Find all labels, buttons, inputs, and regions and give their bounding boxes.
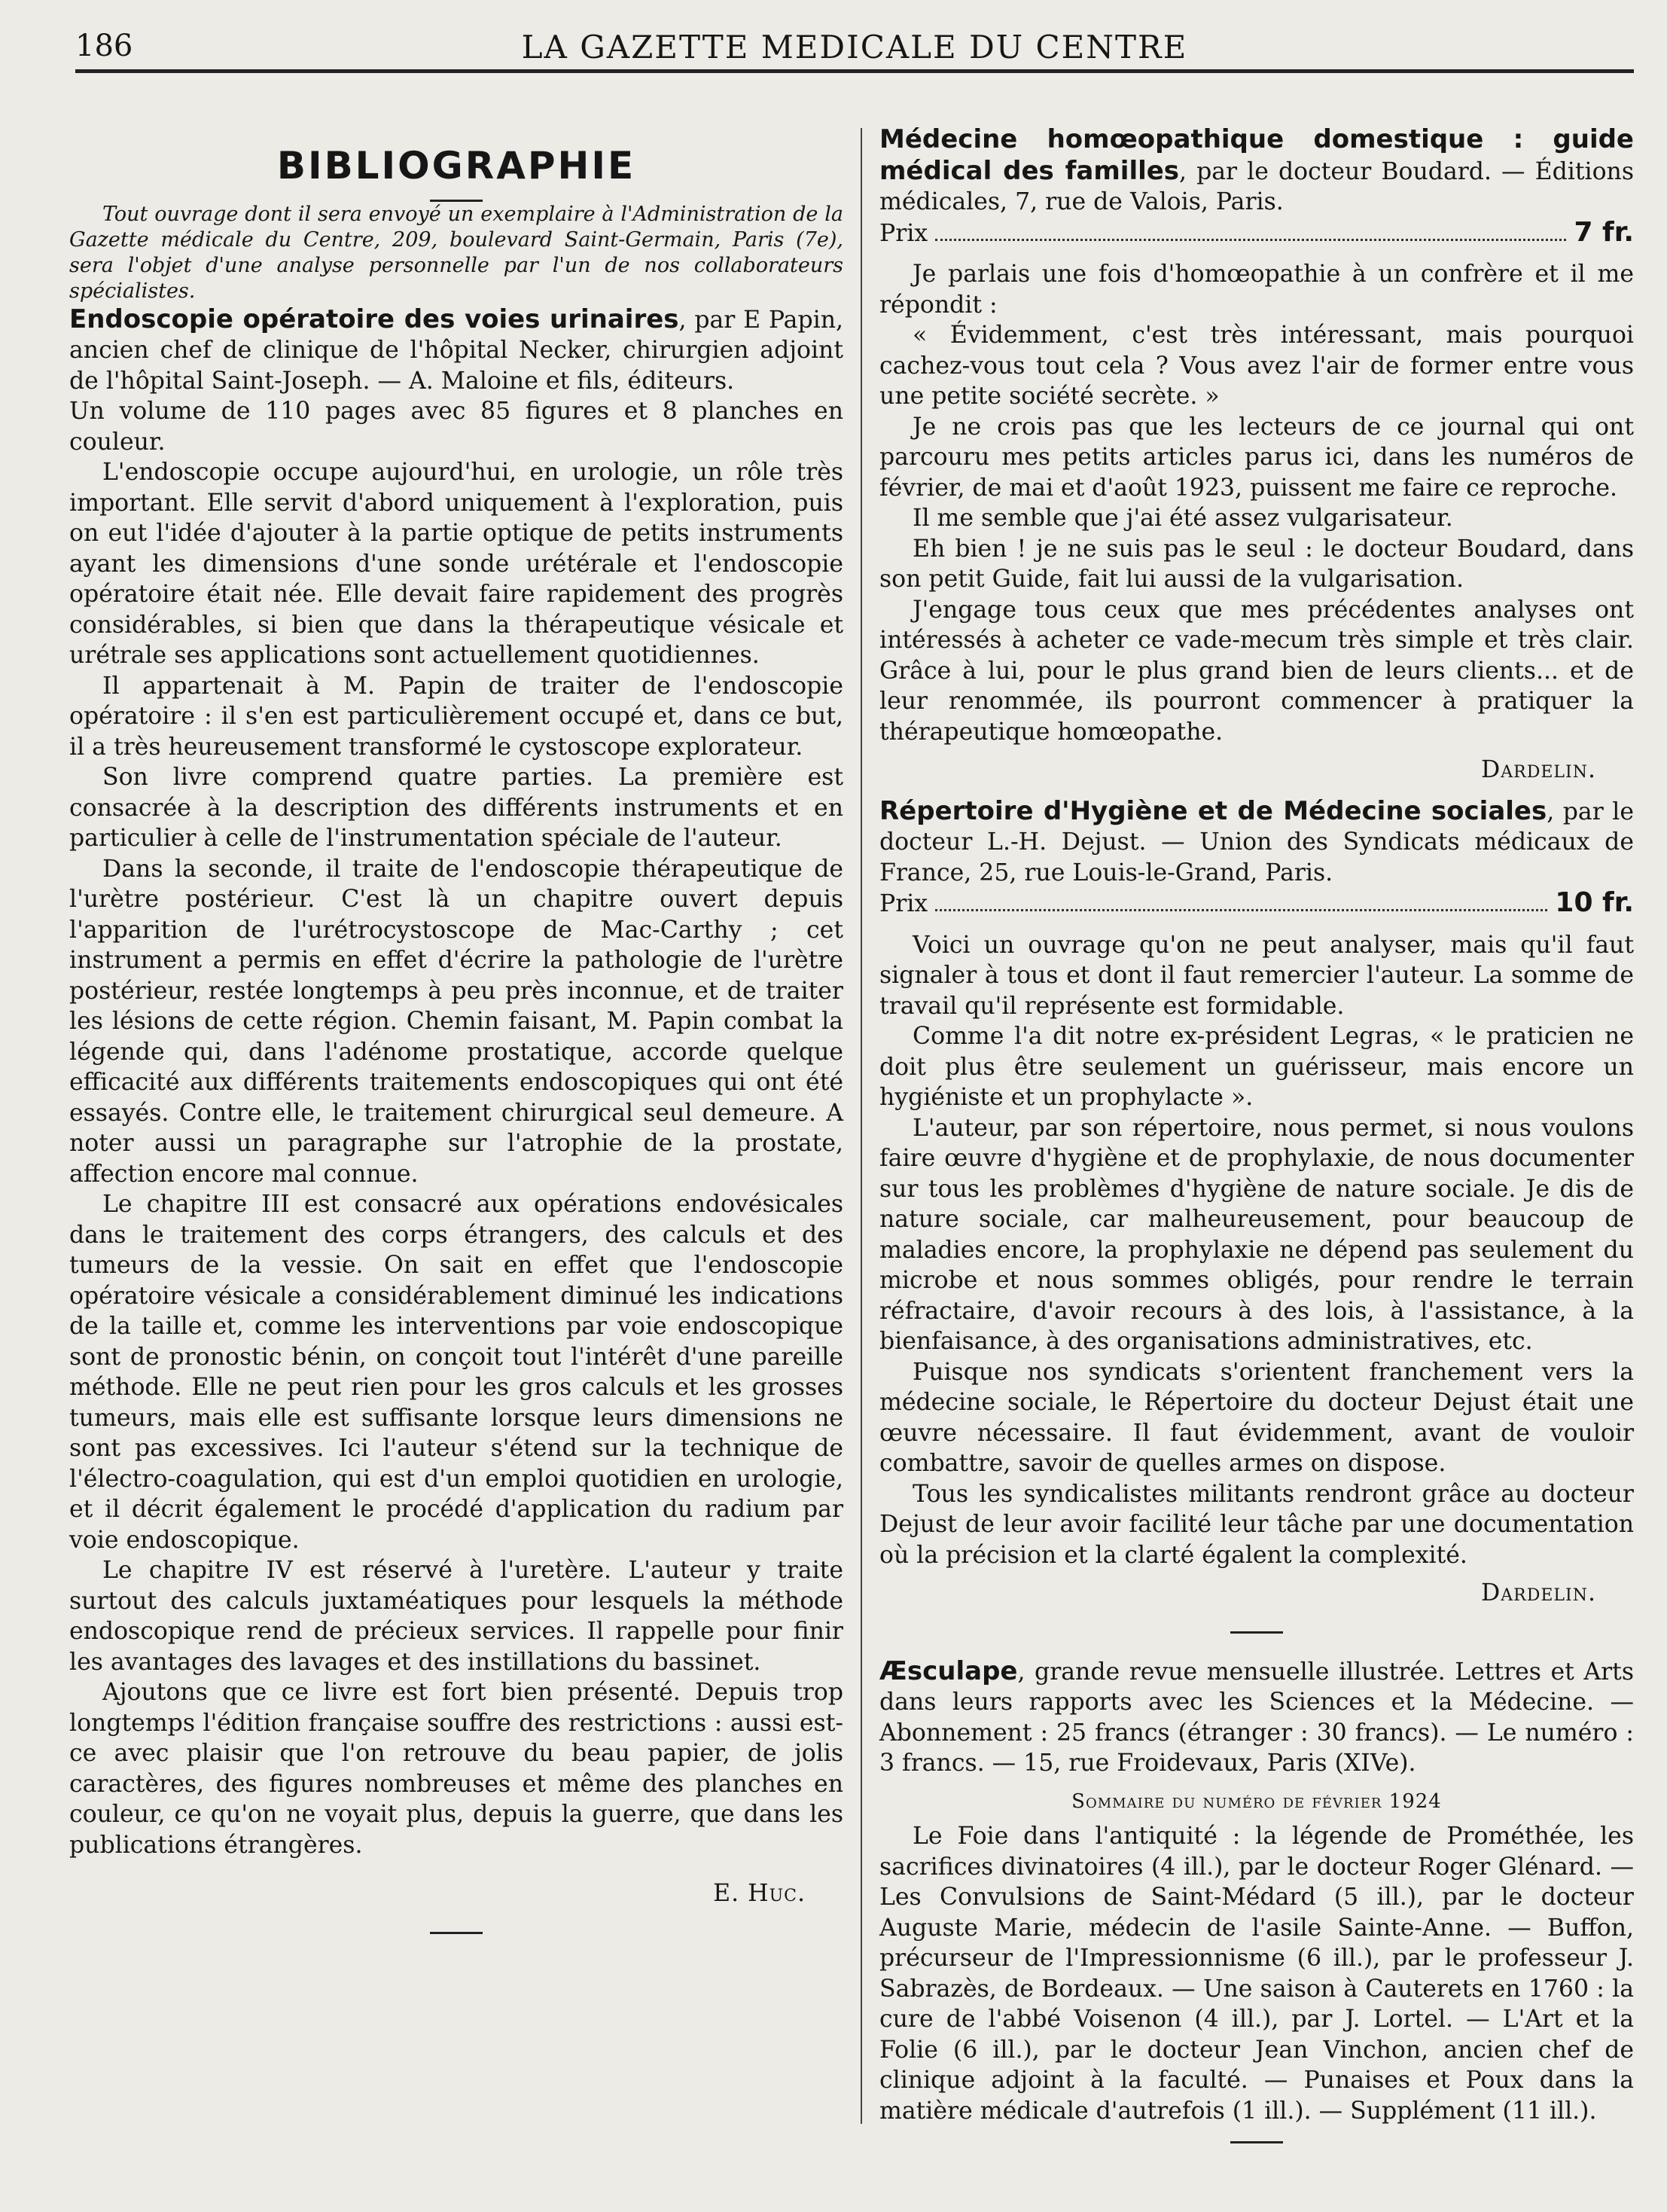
book-title: Médecine homœopathique domestique : guide médical des familles bbox=[879, 124, 1634, 186]
book-title: Répertoire d'Hygiène et de Médecine sociales bbox=[879, 795, 1547, 826]
review-paragraph: Je ne crois pas que les lecteurs de ce journal qui ont parcouru mes petits articles parus ici, dans les numéros de février, de mai et d'août 1923, puissent me faire ce reproche. bbox=[879, 413, 1634, 502]
page-header bbox=[75, 23, 1634, 75]
review-paragraph: L'endoscopie occupe aujourd'hui, en urologie, un rôle très important. Elle servit d'abord uniquement à l'exploration, puis on eut l'idée d'ajouter à la partie optique de petits instruments ayant les dimensions d'une sonde urétérale et l'endoscopie opératoire était née. Elle devait faire rapidement des progrès considérables, si bien que dans la thérapeutique vésicale et urétrale ses applications sont actuellement quotidiennes. bbox=[69, 459, 843, 669]
column-divider bbox=[861, 128, 862, 2124]
review-paragraph: Son livre comprend quatre parties. La première est consacrée à la description des différents instruments et en particulier à celle de l'instrumentation spéciale de l'auteur. bbox=[69, 764, 843, 852]
price-row bbox=[879, 888, 1634, 920]
review-paragraph: Comme l'a dit notre ex-président Legras, « le praticien ne doit plus être seulement un guérisseur, mais encore un hygiéniste et un prophylacte ». bbox=[879, 1023, 1634, 1111]
end-rule bbox=[430, 1932, 483, 1934]
review-paragraph: Eh bien ! je ne suis pas le seul : le docteur Boudard, dans son petit Guide, fait lui aussi de la vulgarisation. bbox=[879, 535, 1634, 593]
book-byline: , grande revue mensuelle illustrée. Lettres et Arts dans leurs rapports avec les Sciences et la Médecine. — Abonnement : 25 francs (étranger : 30 francs). — Le numéro : 3 francs. — 15, rue Froidevaux, Paris (XIVe). bbox=[879, 1658, 1634, 1777]
review-heading bbox=[879, 1656, 1634, 1779]
review-heading bbox=[879, 796, 1634, 889]
review-paragraph: Ajoutons que ce livre est fort bien présenté. Depuis trop longtemps l'édition française souffre des restrictions : aussi est-ce avec plaisir que l'on retrouve du beau papier, de jolis caractères, des figures nombreuses et même des planches en couleur, ce qu'on ne voyait plus, depuis la guerre, que dans les publications étrangères. bbox=[69, 1679, 843, 1859]
book-dimensions: Un volume de 110 pages avec 85 figures et 8 planches en couleur. bbox=[69, 398, 843, 456]
price-value: 10 fr. bbox=[1555, 887, 1634, 918]
review-repertoire bbox=[879, 796, 1634, 1634]
price-value: 7 fr. bbox=[1574, 216, 1634, 248]
review-paragraph: J'engage tous ceux que mes précédentes analyses ont intéressés à acheter ce vade-mecum très simple et très clair. Grâce à lui, pour le plus grand bien de leurs clients... et de leur renommée, ils pourront commencer à pratiquer la thérapeutique homœopathe. bbox=[879, 596, 1634, 746]
price-label: Prix bbox=[879, 219, 928, 247]
review-paragraph: Voici un ouvrage qu'on ne peut analyser, mais qu'il faut signaler à tous et dont il faut remercier l'auteur. La somme de travail qu'il représente est formidable. bbox=[879, 931, 1634, 1020]
review-paragraph: Dans la seconde, il traite de l'endoscopie thérapeutique de l'urètre postérieur. C'est là un chapitre ouvert depuis l'apparition de l'urétrocystoscope de Mac-Carthy ; cet instrument a permis en effet d'écrire la pathologie de l'urètre postérieur, restée longtemps à peu près inconnue, et de traiter les lésions de cette région. Chemin faisant, M. Papin combat la légende qui, dans l'adénome prostatique, accorde quelque efficacité aux différents traitements endoscopiques qui ont été essayés. Contre elle, le traitement chirurgical seul demeure. A noter aussi un paragraphe sur l'atrophie de la prostate, affection encore mal connue. bbox=[69, 855, 843, 1188]
review-heading bbox=[879, 124, 1634, 218]
review-paragraph: « Évidemment, c'est très intéressant, mais pourquoi cachez-vous tout cela ? Vous avez l'air de former entre vous une petite société secrète. » bbox=[879, 322, 1634, 410]
review-paragraph: Je parlais une fois d'homœopathie à un confrère et il me répondit : bbox=[879, 261, 1634, 319]
review-heading bbox=[69, 304, 843, 397]
intro-note: Tout ouvrage dont il sera envoyé un exemplaire à l'Administration de la Gazette médicale du Centre, 209, boulevard Saint-Germain, Paris (7e), sera l'objet d'une analyse personnelle par l'un de nos collaborateurs spécialistes. bbox=[69, 202, 843, 303]
price-leader bbox=[935, 909, 1547, 911]
price-leader bbox=[935, 239, 1566, 241]
sommaire-heading: Sommaire du numéro de février 1924 bbox=[1071, 1789, 1442, 1813]
review-signature: Dardelin. bbox=[1481, 756, 1596, 783]
book-byline: , par E Papin, ancien chef de clinique de l'hôpital Necker, chirurgien adjoint de l'hôpital Saint-Joseph. — A. Maloine et fils, éditeurs. bbox=[69, 306, 843, 395]
review-paragraph: Il appartenait à M. Papin de traiter de l'endoscopie opératoire : il s'en est particulièrement occupé et, dans ce but, il a très heureusement transformé le cystoscope explorateur. bbox=[69, 672, 843, 761]
book-byline: , par le docteur L.-H. Dejust. — Union des Syndicats médicaux de France, 25, rue Louis-le-Grand, Paris. bbox=[879, 798, 1634, 886]
review-signature: E. Huc. bbox=[713, 1880, 806, 1907]
review-aesculape bbox=[879, 1656, 1634, 2144]
review-paragraph: Tous les syndicalistes militants rendront grâce au docteur Dejust de leur avoir facilité leur tâche par une documentation où la précision et la clarté égalent la complexité. bbox=[879, 1480, 1634, 1569]
section-rule bbox=[1230, 1631, 1283, 1634]
review-paragraph: Il me semble que j'ai été assez vulgarisateur. bbox=[913, 505, 1453, 532]
section-title: BIBLIOGRAPHIE bbox=[276, 144, 636, 188]
book-byline: , par le docteur Boudard. — Éditions médicales, 7, rue de Valois, Paris. bbox=[879, 157, 1634, 215]
review-homoeopathie bbox=[879, 124, 1634, 786]
book-title: Æsculape bbox=[879, 1655, 1018, 1686]
running-title: LA GAZETTE MEDICALE DU CENTRE bbox=[521, 29, 1188, 66]
review-signature: Dardelin. bbox=[1481, 1579, 1596, 1606]
sommaire-text: Le Foie dans l'antiquité : la légende de Prométhée, les sacrifices divinatoires (4 ill.), par le docteur Roger Glénard. — Les Convulsions de Saint-Médard (5 ill.), par le docteur Auguste Marie, médecin de l'asile Sainte-Anne. — Buffon, précurseur de l'Impressionnisme (6 ill.), par le professeur J. Sabrazès, de Bordeaux. — Une saison à Cauterets en 1760 : la cure de l'abbé Voisenon (4 ill.), par J. Lortel. — L'Art et la Folie (6 ill.), par le docteur Jean Vinchon, ancien chef de clinique adjoint à la faculté. — Punaises et Poux dans la matière médicale d'autrefois (1 ill.). — Supplément (11 ill.). bbox=[879, 1823, 1634, 2125]
review-paragraph: L'auteur, par son répertoire, nous permet, si nous voulons faire œuvre d'hygiène et de prophylaxie, de nous documenter sur tous les problèmes d'hygiène de nature sociale. Je dis de nature sociale, car malheureusement, pour beaucoup de maladies encore, la prophylaxie ne dépend pas seulement du microbe et nous sommes obligés, pour rendre le terrain réfractaire, d'avoir recours à des lois, à l'assistance, à la bienfaisance, à des organisations administratives, etc. bbox=[879, 1114, 1634, 1355]
right-column bbox=[879, 124, 1634, 2166]
book-title: Endoscopie opératoire des voies urinaires bbox=[69, 304, 679, 334]
end-rule bbox=[1230, 2141, 1283, 2143]
page-number: 186 bbox=[75, 29, 133, 63]
review-paragraph: Le chapitre IV est réservé à l'uretère. L'auteur y traite surtout des calculs juxtaméatiques pour lesquels la méthode endoscopique rend de précieux services. Il rappelle pour finir les avantages des lavages et des instillations du bassinet. bbox=[69, 1557, 843, 1676]
price-row bbox=[879, 218, 1634, 249]
price-label: Prix bbox=[879, 890, 928, 917]
header-rule bbox=[75, 69, 1634, 73]
review-paragraph: Le chapitre III est consacré aux opérations endovésicales dans le traitement des corps étrangers, des calculs et des tumeurs de la vessie. On sait en effet que l'endoscopie opératoire vésicale a considérablement diminué les indications de la taille et, comme les interventions par voie endoscopique sont de pronostic bénin, on conçoit tout l'intérêt d'une pareille méthode. Elle ne peut rien pour les gros calculs et les grosses tumeurs, mais elle est suffisante lorsque leurs dimensions ne sont pas excessives. Ici l'auteur s'étend sur la technique de l'électro-coagulation, qui est d'un emploi quotidien en urologie, et il décrit également le procédé d'application du radium par voie endoscopique. bbox=[69, 1191, 843, 1554]
review-paragraph: Puisque nos syndicats s'orientent franchement vers la médecine sociale, le Répertoire du docteur Dejust était une œuvre nécessaire. Il faut évidemment, avant de vouloir combattre, savoir de quelles armes on dispose. bbox=[879, 1358, 1634, 1477]
review-endoscopie bbox=[69, 304, 843, 1934]
left-column bbox=[69, 121, 843, 1934]
